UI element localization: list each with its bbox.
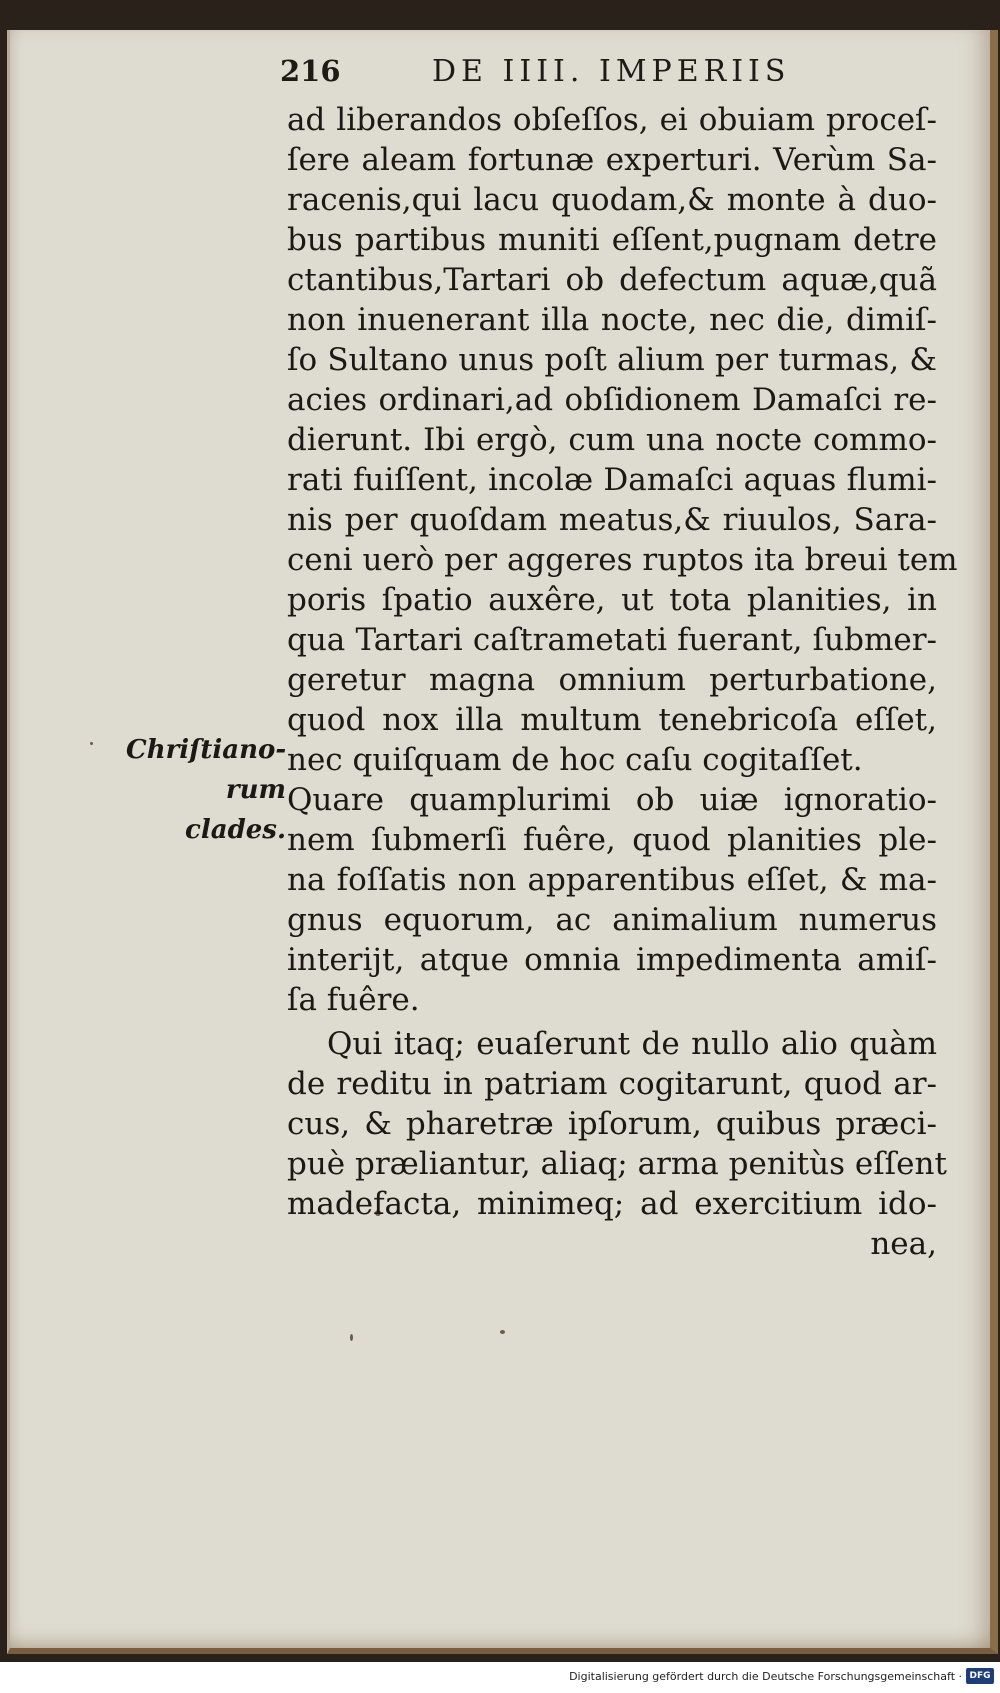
dfg-logo-icon: DFG bbox=[966, 1668, 994, 1684]
text-line: qua Tartari caſtrametati fuerant, ſubmer- bbox=[287, 622, 937, 658]
text-line: Qui itaq; euaſerunt de nullo alio quàm bbox=[327, 1026, 937, 1062]
ink-speck bbox=[500, 1330, 505, 1334]
text-line: bus partibus muniti eſſent,pugnam detre bbox=[287, 222, 937, 258]
digitization-credit: Digitalisierung gefördert durch die Deutsche Forschungsgemeinschaft · bbox=[569, 1670, 962, 1683]
marginal-note-line: Chriſtiano- bbox=[126, 735, 287, 765]
text-line: geretur magna omnium perturbatione, bbox=[287, 662, 937, 698]
text-line: ſo Sultano unus poſt alium per turmas, & bbox=[287, 342, 937, 378]
text-line: ad liberandos obſeſſos, ei obuiam proceſ- bbox=[287, 102, 937, 138]
text-line: Quare quamplurimi ob uiæ ignoratio- bbox=[287, 782, 937, 818]
ink-speck bbox=[90, 742, 93, 745]
marginal-note bbox=[126, 730, 286, 850]
text-line: puè præliantur, aliaq; arma penitùs eſſent bbox=[287, 1146, 947, 1182]
text-line: cus, & pharetræ ipſorum, quibus præci- bbox=[287, 1106, 937, 1142]
page-header bbox=[280, 54, 840, 102]
page-number: 216 bbox=[280, 54, 341, 88]
text-line: dierunt. Ibi ergò, cum una nocte commo- bbox=[287, 422, 937, 458]
text-line: racenis,qui lacu quodam,& monte à duo- bbox=[287, 182, 937, 218]
text-line: na foſſatis non apparentibus eſſet, & ma- bbox=[287, 862, 937, 898]
text-line: quod nox illa multum tenebricoſa eſſet, bbox=[287, 702, 937, 738]
marginal-note-line: rum clades. bbox=[185, 775, 286, 845]
text-line: de reditu in patriam cogitarunt, quod ar- bbox=[287, 1066, 937, 1102]
ink-speck bbox=[350, 1334, 353, 1341]
text-line: ceni uerò per aggeres ruptos ita breui tem bbox=[287, 542, 958, 578]
text-line: ctantibus,Tartari ob defectum aquæ,quã bbox=[287, 262, 937, 298]
text-line: madefacta, minimeq; ad exercitium ido- bbox=[287, 1186, 937, 1222]
digitization-footer bbox=[0, 1662, 1000, 1693]
running-head: DE IIII. IMPERIIS bbox=[432, 54, 791, 89]
body-text bbox=[287, 100, 958, 1264]
text-line: nis per quoſdam meatus,& riuulos, Sara- bbox=[287, 502, 937, 538]
text-line: acies ordinari,ad obſidionem Damaſci re- bbox=[287, 382, 937, 418]
text-line: rati fuiſſent, incolæ Damaſci aquas flumi- bbox=[287, 462, 937, 498]
text-line: nec quiſquam de hoc caſu cogitaſſet. bbox=[287, 742, 863, 778]
text-line: poris ſpatio auxêre, ut tota planities, in bbox=[287, 582, 937, 618]
catchword: nea, bbox=[870, 1226, 937, 1262]
text-line: interiјt, atque omnia impedimenta amiſ- bbox=[287, 942, 937, 978]
text-line: non inuenerant illa nocte, nec die, dimiſ- bbox=[287, 302, 937, 338]
text-line: ſa fuêre. bbox=[287, 982, 420, 1018]
text-line: nem ſubmerſi fuêre, quod planities ple- bbox=[287, 822, 937, 858]
text-line: ſere aleam fortunæ experturi. Verùm Sa- bbox=[287, 142, 937, 178]
text-line: gnus equorum, ac animalium numerus bbox=[287, 902, 937, 938]
